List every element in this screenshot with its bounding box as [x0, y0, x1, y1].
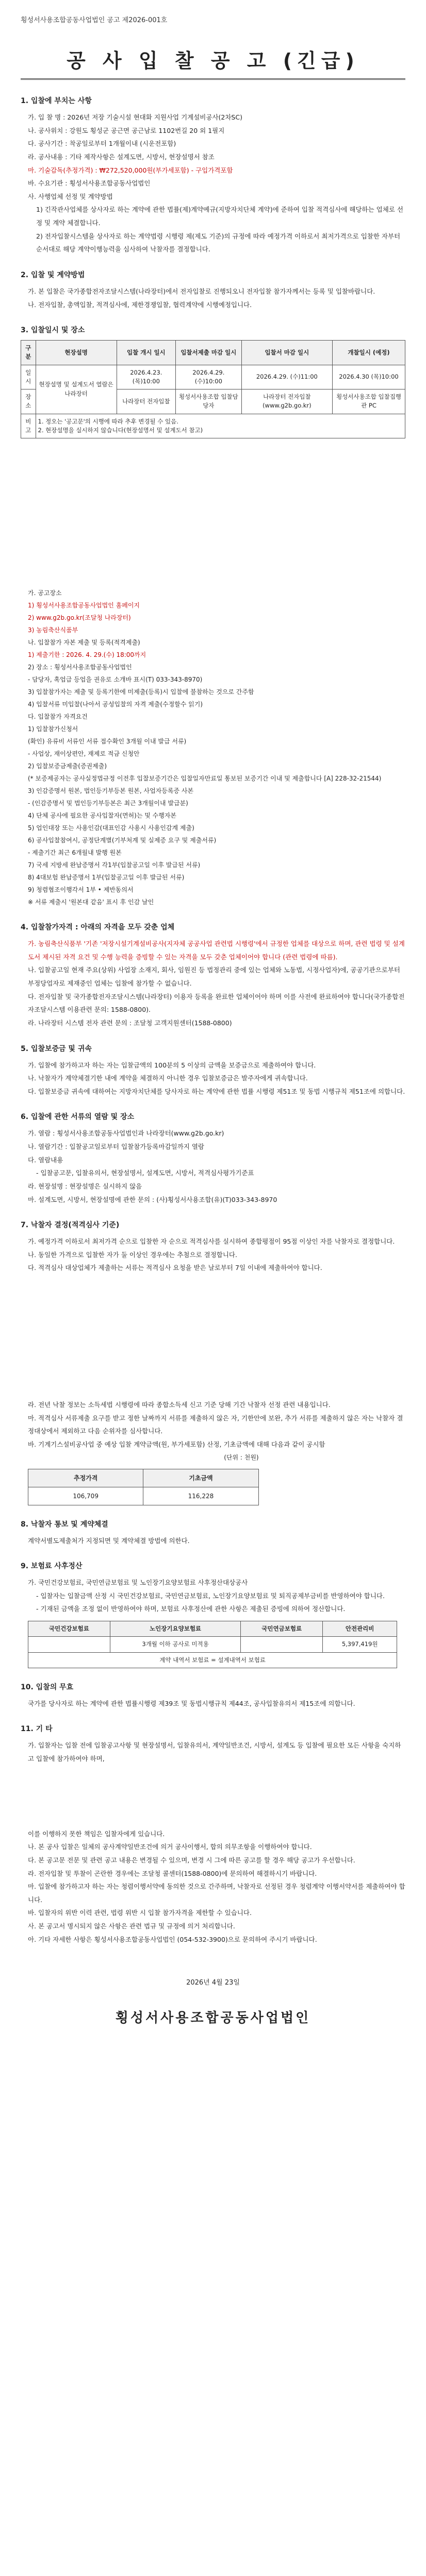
schedule-table	[21, 340, 405, 438]
sec6-item: 라. 현장설명 : 현장설명은 실시하지 않음	[28, 1182, 142, 1190]
sec11-item: 다. 본 공고문 전문 및 관련 공고 내용은 변경될 수 있으며, 변경 시 그에 따른 공고를 할 경우 해당 공고가 우선합니다.	[28, 1856, 355, 1864]
table-cell: 2026.4.23. (목)10:00	[117, 365, 175, 389]
sec3-note: 4) 단체 공사에 필요한 공사입찰자(면허)는 및 수행자본	[28, 812, 177, 820]
sec3-note: (* 보증제공자는 공사실정법규정 이전후 입찰보증기간은 입찰일자만료일 통보된 보증기간 이내 및 제출합니다 [A] 228-32-21544)	[28, 775, 382, 783]
table-header: 노인장기요양보험료	[110, 1621, 240, 1637]
table-cell	[28, 1637, 110, 1652]
table-cell: 현장설명 및 설계도서 열람은 나라장터	[36, 365, 117, 414]
sec6-item: - 입찰공고문, 입찰유의서, 현장설명서, 설계도면, 시방서, 적격심사평가기준표	[36, 1169, 254, 1177]
notice-title: 공 사 입 찰 공 고 (긴급)	[67, 49, 359, 72]
sec7-item: 가. 예정가격 이하로서 최저가격 순으로 입찰한 자 순으로 적격심사를 실시하여 종합평점이 95점 이상인 자를 낙찰자로 결정합니다.	[28, 1238, 395, 1246]
sec5-item: 나. 낙찰자가 계약체결기한 내에 계약을 체결하지 아니한 경우 입찰보증금은 발주자에게 귀속합니다.	[28, 1074, 308, 1082]
table-header: 개찰일시 (예정)	[333, 341, 405, 365]
sec6-item: 마. 설계도면, 시방서, 현장설명에 관한 문의 : (사)횡성서사용조합(유)(T)033-343-8970	[28, 1195, 277, 1204]
sec7-continued-item: 라. 전년 낙찰 정보는 소득세법 시행령에 따라 종합소득세 신고 기준 당해 기간 낙찰자 선정 관련 내용입니다.	[28, 1401, 331, 1409]
document-number: 횡성서사용조합공동사업법인 공고 제2026-001호	[21, 16, 168, 24]
sec4-item: 라. 나라장터 시스템 전자 관련 문의 : 조달청 고객지원센터(1588-0800)	[28, 1019, 232, 1027]
sec1-sub-item: 1) 긴작관사업체를 상사자로 하는 계약에 관한 법률(제)계약예규(지방자치단체 계약)에 준하여 입찰 적격심사에 해당하는 업체로 선정 및 계약 체결합니다.	[36, 206, 403, 227]
row-label-note: 비고	[21, 414, 36, 438]
sec3-note: 2) 장소 : 횡성서사용조합공동사업법인	[28, 664, 132, 671]
table-header: 입찰서 마감 일시	[241, 341, 332, 365]
sec3-note: 4) 입찰서류 미입찰(나아서 공성입찰의 자격 제출(수정할수 읽기)	[28, 701, 203, 708]
title-divider	[21, 78, 405, 80]
sec7-continued-item: 바. 기계기스설비공사업 중 예상 입찰 계약금액(원, 부가세포함) 산정, 기초금액에 대해 다음과 같이 공시함	[28, 1440, 325, 1448]
sec5-item: 다. 입찰보증금 귀속에 대하여는 지방자치단체를 당사자로 하는 계약에 관한 법률 시행령 제51조 및 동법 시행규칙 제51조에 의합니다.	[28, 1087, 405, 1095]
sec3-note: ※ 서류 제출시 '원본대 같음' 표시 후 인감 날인	[28, 899, 154, 906]
table-cell: 2026.4.29. (수)10:00	[175, 365, 241, 389]
issuing-organization: 횡성서사용조합공동사업법인	[115, 2010, 311, 2026]
section-11-heading: 11. 기 타	[21, 1725, 53, 1734]
sec3-note: 6) 공사입찰참여시, 공정단계별(기부처계 및 실제증 요구 및 제출서류)	[28, 837, 217, 844]
sec3-note: 1) 입찰참가신청서	[28, 725, 78, 733]
sec7-continued-item: 마. 적격심사 서류제출 요구를 받고 정한 날짜까지 서류를 제출하지 않은 자, 기한안에 보완, 추가 서류를 제출하지 않은 자는 낙찰자 결정대상에서 제외하고 다음 순위자를 심사합니다.	[28, 1414, 403, 1435]
sec3-note: 2) www.g2b.go.kr(조달청 나라장터)	[28, 614, 131, 622]
table-header: 추정가격	[28, 1469, 143, 1487]
price-table	[28, 1469, 259, 1505]
sec4-item: 가. 농림축산식품부 '기존 '저장시설기계설비공사(지자체 공공사업 관련법 시행령'에서 규정한 업체를 대상으로 하며, 관련 법령 및 설계도서 제시된 자격 요건 및 수행 능력을 증빙할 수 있는 자격을 모두 갖춘 업체이어야 합니다 (관련 법령에 따름).	[28, 940, 405, 961]
section-2-heading: 2. 입찰 및 계약방법	[21, 270, 85, 279]
table-note-cell: 계약 내역서 보험료 = 설계내역서 보험료	[28, 1652, 397, 1668]
sec3-note: - 제출기간 최근 6개월내 발행 원본	[28, 849, 122, 857]
notice-date: 2026년 4월 23일	[186, 1979, 240, 1987]
sec1-sub-item: 2) 전자입찰시스템을 상사자로 하는 계약법령 시행령 제(제도 기준)의 규정에 따라 예정가격 이하로서 최저가격으로 입찰한 자부터 순서대로 해당 계약이행능력을 심사하여 낙찰자를 결정합니다.	[36, 232, 401, 253]
sec4-item: 다. 전자입찰 및 국가종합전자조달시스템(나라장터) 이용자 등록을 완료한 업체이어야 하며 이를 사전에 완료하여야 합니다(국가종합전자조달시스템 이용관련 문의: 1588-0800).	[28, 992, 405, 1014]
sec7-item: 다. 적격심사 대상업체가 제출하는 서류는 적격심사 요청을 받은 날로부터 7일 이내에 제출하여야 합니다.	[28, 1264, 322, 1272]
sec11-item: 라. 전자입찰 및 투찰이 곤란한 경우에는 조달청 콜센터(1588-0800)에 문의하여 해결하시기 바랍니다.	[28, 1869, 317, 1877]
sec11-item: 바. 입찰자의 위반 이력 관련, 법령 위반 시 입찰 참가자격을 제한할 수 있습니다.	[28, 1909, 252, 1917]
sec1-item-price: 마. 기술감독(추정가격) : ₩272,520,000원(부가세포함) - 구입가격포함	[28, 166, 233, 174]
sec2-item: 가. 본 입찰은 국가종합전자조달시스템(나라장터)에서 전자입찰로 진행되오니 전자입찰 참가자께서는 등록 및 입찰바랍니다.	[28, 287, 375, 295]
table-cell	[241, 1637, 323, 1652]
table-cell: 116,228	[143, 1487, 258, 1505]
section-9-heading: 9. 보험료 사후정산	[21, 1562, 83, 1571]
section-3-heading: 3. 입찰일시 및 장소	[21, 326, 85, 335]
sec3-note: 1) 제출기한 : 2026. 4. 29.(수) 18:00까지	[28, 651, 146, 659]
sec3-note: 2) 입찰보증금제출(증권제출)	[28, 762, 107, 770]
sec6-item: 나. 열람기간 : 입찰공고일로부터 입찰참가등록마감일까지 열람	[28, 1143, 205, 1150]
table-header: 현장설명	[36, 341, 117, 365]
section-8-heading: 8. 낙찰자 통보 및 계약체결	[21, 1520, 108, 1529]
table-cell: 횡성서사용조합 입찰집행관 PC	[333, 389, 405, 414]
sec3-note: 3) 농림축산식품부	[28, 626, 78, 634]
sec11-item: 나. 본 공사 입찰은 일체의 공사계약일반조건에 의거 공사이행서, 합의 의무조항을 이행하여야 합니다.	[28, 1843, 312, 1851]
table-cell: 5,397,419원	[323, 1637, 397, 1652]
sec6-item: 가. 열람 : 횡성서사용조합공동사업법인과 나라장터(www.g2b.go.kr)	[28, 1129, 224, 1138]
sec2-item: 나. 전자입찰, 총액입찰, 적격심사에, 제한경쟁입찰, 협력계약에 시행예정입니다.	[28, 300, 252, 309]
sec3-note: (확인) 유류비 서류인 서류 접수확인 3개월 이내 발급 서류)	[28, 738, 187, 745]
sec3-note: 가. 공고장소	[28, 589, 62, 597]
spacer	[21, 1766, 405, 1827]
sec3-note: 8) 4대보험 완납증명서 1부(입찰공고일 이후 발급된 서류)	[28, 874, 185, 882]
sec11-item: 가. 입찰자는 입찰 전에 입찰공고사항 및 현장설명서, 입찰유의서, 계약일반조건, 시방서, 설계도 등 입찰에 필요한 모든 사항을 숙지하고 입찰에 참가하여야 하며,	[28, 1741, 401, 1762]
sec9-item: - 입찰자는 입찰금액 산정 시 국민건강보험료, 국민연금보험료, 노인장기요양보험료 및 퇴직공제부금비를 반영하여야 합니다.	[36, 1591, 385, 1600]
sec11-item: 사. 본 공고서 명시되지 않은 사항은 관련 법규 및 규정에 의거 처리합니다.	[28, 1922, 235, 1930]
table-cell: 3개월 이하 공사로 미적용	[110, 1637, 240, 1652]
sec8-item: 계약서별도제출처가 지정되면 및 계약체결 방법에 의한다.	[28, 1536, 190, 1545]
table-header: 국민연금보험료	[241, 1621, 323, 1637]
sec3-note: 3) 인감증명서 원본, 법인등기부등본 원본, 사업자등록증 사본	[28, 787, 194, 795]
table-cell: 나라장터 전자입찰	[117, 389, 175, 414]
row-label-date: 일시	[21, 365, 36, 389]
sec11-item: 이를 이행하지 못한 책임은 입찰자에게 있습니다.	[28, 1829, 165, 1838]
sec6-item: 다. 열람내용	[28, 1156, 63, 1164]
spacer	[21, 443, 405, 587]
sec1-item: 바. 수요기관 : 횡성서사용조합공동사업법인	[28, 179, 151, 188]
sec3-note: 5) 업인대장 또는 사용인감(대표인감 사용시 사용인감계 제출)	[28, 824, 194, 832]
sec7-item: 나. 동일한 가격으로 입찰한 자가 둘 이상인 경우에는 추첨으로 결정합니다.	[28, 1250, 237, 1259]
sec3-note: 나. 입찰참가 자본 제출 및 등록(적격제출)	[28, 639, 140, 647]
sec11-item: 마. 입찰에 참가하고자 하는 자는 청렴이행서약에 동의한 것으로 간주하며, 낙찰자로 선정된 경우 청렴계약 이행서약서를 제출하여야 합니다.	[28, 1883, 405, 1904]
section-1-heading: 1. 입찰에 부치는 사항	[21, 97, 92, 105]
table-header: 입찰서제출 마감 일시	[175, 341, 241, 365]
table-note-cell: 1. 정오는 '공고문'의 시행에 따라 추후 변경될 수 있음. 2. 현장설명을 실시하지 않습니다(현장설명서 및 설계도서 참고)	[36, 414, 405, 438]
section-5-heading: 5. 입찰보증금 및 귀속	[21, 1044, 92, 1053]
row-label-place: 장소	[21, 389, 36, 414]
table-header: 안전관리비	[323, 1621, 397, 1637]
sec3-note: 3) 입찰참가자는 제출 및 등록기한에 미제출(등록)시 입찰에 불참하는 것으로 간주함	[28, 688, 254, 696]
sec1-item: 라. 공사내용 : 기타 제작사항은 설계도면, 시방서, 현장설명서 참조	[28, 152, 215, 161]
table-cell: 106,709	[28, 1487, 143, 1505]
sec1-item: 사. 사행업체 선정 및 계약방법	[28, 192, 113, 200]
sec1-item: 나. 공사위치 : 강원도 횡성군 공근면 공근남로 1102번길 20 외 1필지	[28, 126, 225, 134]
sec3-note: 9) 청렴협조이행각서 1부 • 제반동의서	[28, 886, 134, 894]
price-unit-note: (단위 : 천원)	[224, 1453, 259, 1461]
spacer	[21, 1275, 405, 1398]
sec5-item: 가. 입찰에 참가하고자 하는 자는 입찰금액의 100분의 5 이상의 금액을 보증금으로 제출하여야 합니다.	[28, 1061, 316, 1069]
table-cell: 횡성서사용조합 입찰담당자	[175, 389, 241, 414]
sec9-item: - 기재된 금액을 조정 없이 반영하여야 하며, 보험료 사후정산에 관한 사항은 제출된 증빙에 의하여 정산합니다.	[36, 1605, 346, 1613]
section-10-heading: 10. 입찰의 무효	[21, 1683, 74, 1691]
table-header: 국민건강보험료	[28, 1621, 110, 1637]
sec3-note: 7) 국세 지방세 완납증명서 각1부(입찰공고일 이후 발급된 서류)	[28, 861, 201, 869]
table-header: 구분	[21, 341, 36, 365]
table-header: 기초금액	[143, 1469, 258, 1487]
sec3-note: - 사업상, 재이상편안, 재제로 적금 신청안	[28, 750, 140, 758]
sec3-note: - 담당자, 혹업급 등업을 권유로 소개바 표시(T) 033-343-8970)	[28, 676, 203, 684]
section-7-heading: 7. 낙찰자 결정(적격심사 기준)	[21, 1221, 120, 1230]
table-cell: 나라장터 전자입찰 (www.g2b.go.kr)	[241, 389, 332, 414]
sec10-item: 국가를 당사자로 하는 계약에 관한 법률시행령 제39조 및 동법시행규칙 제44조, 공사입찰유의서 제15조에 의합니다.	[28, 1699, 355, 1707]
section-4-heading: 4. 입찰참가자격 : 아래의 자격을 모두 갖춘 업체	[21, 923, 175, 932]
table-header: 입찰 개시 일시	[117, 341, 175, 365]
insurance-table	[28, 1621, 397, 1668]
section-6-heading: 6. 입찰에 관한 서류의 열람 및 장소	[21, 1113, 135, 1122]
sec11-item: 아. 기타 자세한 사항은 횡성서사용조합공동사업법인 (054-532-3900)으로 문의하여 주시기 바랍니다.	[28, 1935, 317, 1943]
sec3-note: 다. 입찰참가 자격요건	[28, 713, 88, 721]
sec9-item: 가. 국민건강보험료, 국민연금보험료 및 노인장기요양보험료 사후정산대상공사	[28, 1579, 248, 1587]
sec1-item: 다. 공사기간 : 착공일로부터 1개월이내 (시운전포함)	[28, 140, 176, 148]
sec3-note: 1) 횡성서사용조합공동사업법인 홈페이지	[28, 602, 140, 609]
sec3-note: - (인감증명서 및 법인등기부등본은 최근 3개월이내 발급분)	[28, 800, 188, 807]
sec1-item: 가. 입 찰 명 : 2026년 저장 기술시설 현대화 지원사업 기계설비공사(2차SC)	[28, 113, 242, 121]
sec4-item: 나. 입찰공고일 현재 주요(상위) 사업장 소재지, 회사, 임원진 등 법정관리 중에 있는 업체와 노동법, 시정사업자)에, 공공기관으로부터 부정당업자로 제재중인 업체는 입찰에 참가할 수 없습니다.	[28, 966, 401, 987]
table-cell: 2026.4.29. (수)11:00	[241, 365, 332, 389]
table-cell: 2026.4.30 (목)10:00	[333, 365, 405, 389]
